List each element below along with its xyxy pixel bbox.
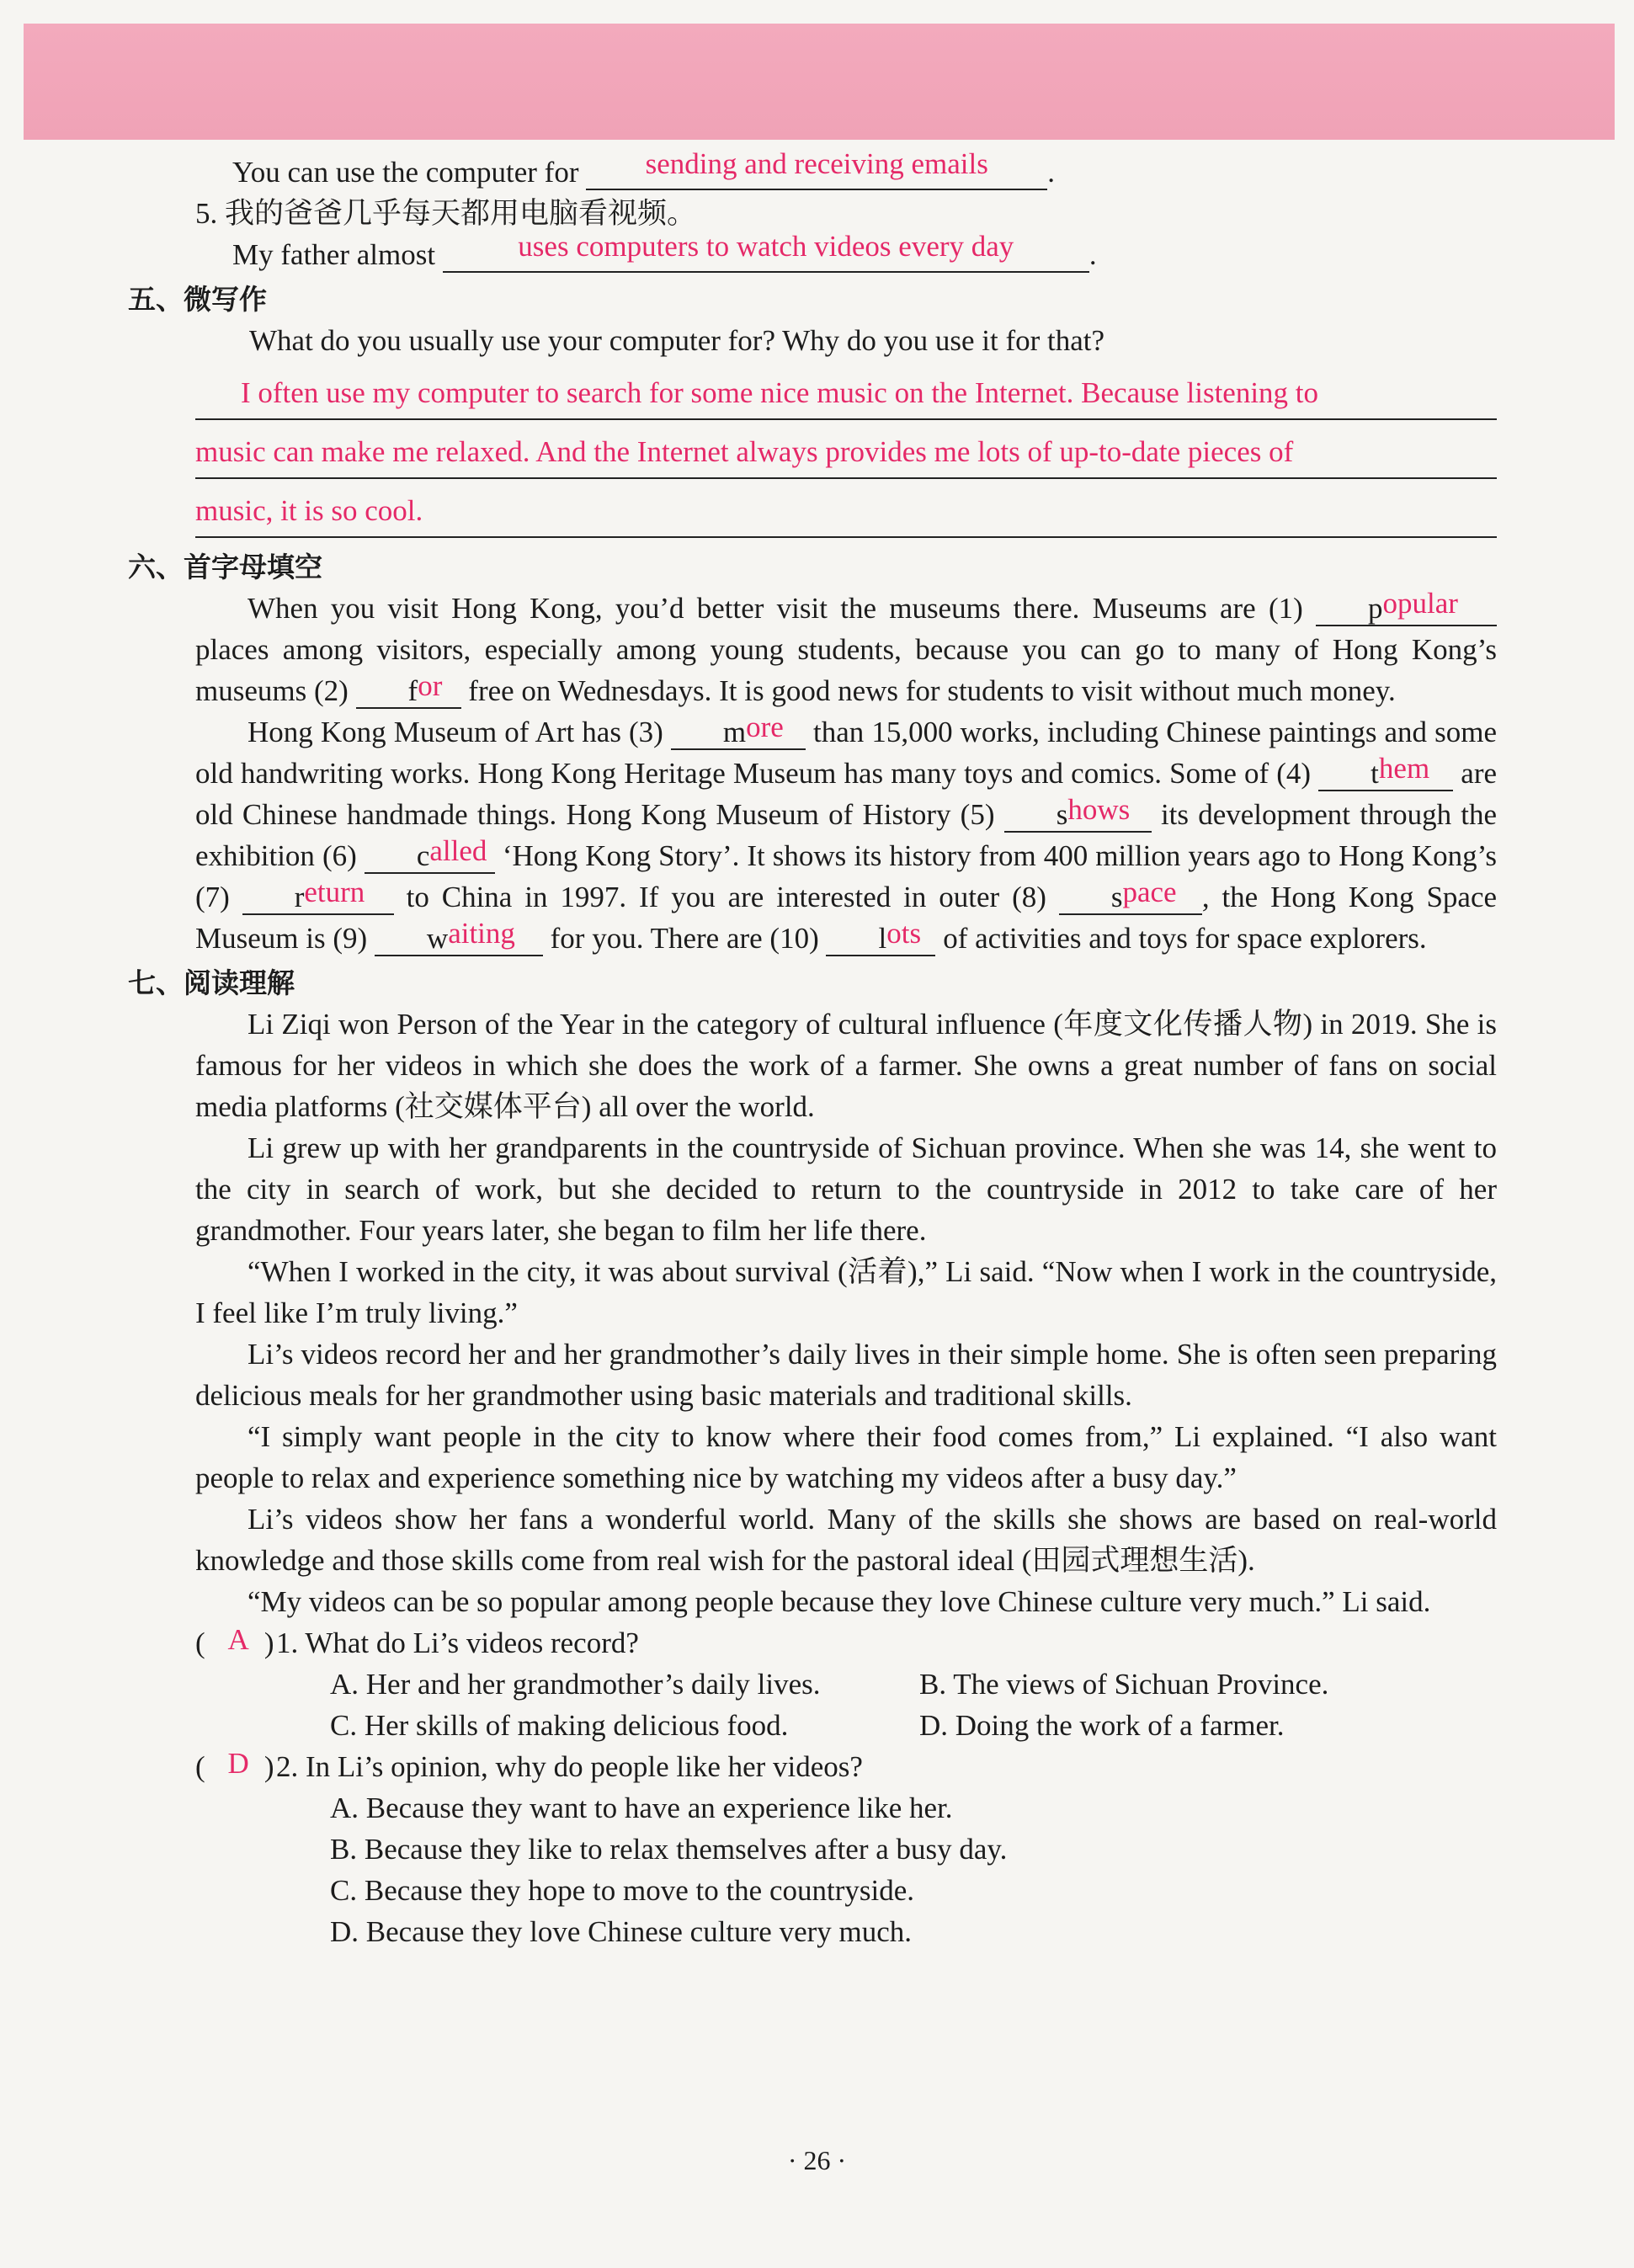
- q2-answer: D: [227, 1747, 249, 1780]
- cloze-text: places among visitors, especially among young students, because you can go to many of Hong Kong’s museums (2): [195, 633, 1497, 707]
- blank-answer: opular: [1382, 587, 1458, 620]
- q1-options-row: [195, 1705, 1497, 1746]
- q5-answer-blank[interactable]: [443, 230, 1089, 273]
- blank-answer: hows: [1067, 793, 1131, 826]
- q2-option-c[interactable]: C. Because they hope to move to the countryside.: [330, 1874, 915, 1907]
- cloze-blank-9[interactable]: [375, 917, 543, 956]
- blank-initial: t: [1371, 757, 1379, 790]
- cloze-blank-6[interactable]: [365, 834, 495, 874]
- reading-paragraph: “My videos can be so popular among people because they love Chinese culture very much.” Li said.: [247, 1585, 1431, 1618]
- cloze-text: of activities and toys for space explorers.: [943, 922, 1427, 955]
- question-1: [195, 1622, 1497, 1664]
- q1-options-row: [195, 1664, 1497, 1705]
- reading-paragraph: Li’s videos show her fans a wonderful world. Many of the skills she shows are based on real-world knowledge and those skills come from real wish for the pastoral ideal (田园式理想生活).: [195, 1503, 1497, 1577]
- reading-paragraph: Li’s videos record her and her grandmother’s daily lives in their simple home. She is often seen preparing delicious meals for her grandmother using basic materials and traditional skills.: [195, 1338, 1497, 1412]
- cloze-blank-3[interactable]: [671, 711, 806, 750]
- q4-english-line: [195, 147, 1497, 193]
- section5-title: 五、微写作: [128, 283, 267, 316]
- blank-answer: alled: [429, 834, 487, 867]
- cloze-blank-10[interactable]: [826, 917, 935, 956]
- cloze-blank-7[interactable]: [242, 876, 394, 915]
- q2-option-b[interactable]: B. Because they like to relax themselves after a busy day.: [330, 1833, 1008, 1866]
- cloze-blank-5[interactable]: [1004, 793, 1152, 833]
- q2-stem: 2. In Li’s opinion, why do people like her videos?: [276, 1750, 863, 1783]
- q5-prefix: My father almost: [232, 238, 436, 271]
- reading-paragraph: Li grew up with her grandparents in the countryside of Sichuan province. When she was 14, she went to the city in search of work, but she decided to return to the countryside in 2012 to take care of her grandmother. Four years later, she began to film her life there.: [195, 1131, 1497, 1247]
- blank-answer: hem: [1378, 752, 1430, 785]
- q1-option-b[interactable]: B. The views of Sichuan Province.: [919, 1668, 1329, 1701]
- cloze-text: When you visit Hong Kong, you’d better visit the museums there. Museums are (1): [247, 592, 1303, 625]
- blank-initial: l: [878, 922, 887, 955]
- header-band: [24, 24, 1615, 140]
- cloze-text: to China in 1997. If you are interested in outer (8): [406, 881, 1046, 913]
- q4-answer-blank[interactable]: [586, 147, 1047, 190]
- blank-initial: c: [416, 839, 430, 872]
- question-2: [195, 1746, 1497, 1787]
- cloze-blank-2[interactable]: [356, 669, 461, 709]
- q1-stem: 1. What do Li’s videos record?: [276, 1626, 639, 1659]
- q2-option-d[interactable]: D. Because they love Chinese culture very much.: [330, 1915, 913, 1948]
- cloze-text: free on Wednesdays. It is good news for students to visit without much money.: [468, 674, 1396, 707]
- answer-paren[interactable]: ( A ): [195, 1622, 276, 1664]
- section7-title: 七、阅读理解: [128, 966, 295, 999]
- blank-answer: ore: [746, 711, 784, 743]
- blank-answer: pace: [1122, 876, 1177, 908]
- cloze-text: , the Hong Kong Space Museum is (9): [195, 881, 1498, 955]
- answer-paren[interactable]: ( D ): [195, 1746, 276, 1787]
- blank-answer: aiting: [448, 917, 515, 950]
- blank-answer: ots: [886, 917, 922, 950]
- writing-answer-line: music, it is so cool.: [195, 494, 423, 527]
- q4-suffix: .: [1047, 156, 1055, 189]
- section5-prompt: What do you usually use your computer for? Why do you use it for that?: [249, 324, 1105, 357]
- blank-initial: w: [426, 922, 449, 955]
- blank-answer: eturn: [304, 876, 365, 908]
- cloze-paragraph-1: [195, 588, 1497, 711]
- cloze-paragraph-2: [195, 711, 1497, 959]
- q5-english-line: [195, 230, 1497, 275]
- writing-answer-line: I often use my computer to search for some nice music on the Internet. Because listening to: [241, 376, 1319, 409]
- q5-chinese: 5. 我的爸爸几乎每天都用电脑看视频。: [195, 197, 697, 230]
- q1-option-d[interactable]: D. Doing the work of a farmer.: [919, 1709, 1285, 1742]
- reading-paragraph: “I simply want people in the city to know where their food comes from,” Li explained. “I also want people to relax and experience something nice by watching my videos after a busy day.”: [195, 1420, 1497, 1494]
- writing-line: [195, 361, 1497, 420]
- writing-line: [195, 420, 1497, 479]
- section6-title: 六、首字母填空: [128, 551, 322, 583]
- cloze-text: are old Chinese handmade things. Hong Kong Museum of History (5): [195, 757, 1498, 831]
- writing-answer-line: music can make me relaxed. And the Internet always provides me lots of up-to-date pieces of: [195, 435, 1294, 468]
- cloze-text: ‘Hong Kong Story’. It shows its history from 400 million years ago to Hong Kong’s (7): [195, 839, 1498, 913]
- writing-line: [195, 479, 1497, 538]
- blank-initial: f: [407, 674, 418, 707]
- reading-paragraph: Li Ziqi won Person of the Year in the category of cultural influence (年度文化传播人物) in 2019. She is famous for her videos in which she does the work of a farmer. She owns a great number of fans on social media platforms (社交媒体平台) all over the world.: [195, 1008, 1497, 1123]
- cloze-text: for you. There are (10): [550, 922, 819, 955]
- cloze-blank-4[interactable]: [1318, 752, 1453, 791]
- q5-answer: uses computers to watch videos every day: [518, 230, 1014, 263]
- q1-option-a[interactable]: A. Her and her grandmother’s daily lives.: [330, 1668, 821, 1701]
- blank-initial: s: [1056, 798, 1068, 831]
- q4-prefix: You can use the computer for: [232, 156, 579, 189]
- blank-initial: s: [1110, 881, 1123, 913]
- blank-initial: p: [1368, 592, 1383, 625]
- cloze-text: Hong Kong Museum of Art has (3): [247, 716, 663, 748]
- cloze-blank-8[interactable]: [1059, 876, 1202, 915]
- q2-option-a[interactable]: A. Because they want to have an experience like her.: [330, 1792, 953, 1824]
- blank-initial: r: [294, 881, 305, 913]
- page-number: · 26 ·: [787, 2145, 847, 2175]
- writing-area[interactable]: [195, 361, 1497, 538]
- q4-answer: sending and receiving emails: [645, 147, 988, 180]
- q1-answer: A: [227, 1623, 249, 1656]
- q5-suffix: .: [1088, 238, 1097, 271]
- cloze-blank-1[interactable]: [1316, 587, 1497, 626]
- reading-paragraph: “When I worked in the city, it was about survival (活着),” Li said. “Now when I work in the countryside, I feel like I’m truly living.”: [195, 1255, 1497, 1329]
- q1-option-c[interactable]: C. Her skills of making delicious food.: [330, 1709, 789, 1742]
- blank-initial: m: [722, 716, 747, 748]
- cloze-text: than 15,000 works, including Chinese paintings and some old handwriting works. Hong Kong Heritage Museum has many toys and comics. Some of (4): [195, 716, 1497, 790]
- cloze-text: its development through the exhibition (6): [195, 798, 1498, 872]
- blank-answer: or: [418, 669, 443, 702]
- worksheet-page: [128, 147, 1498, 1952]
